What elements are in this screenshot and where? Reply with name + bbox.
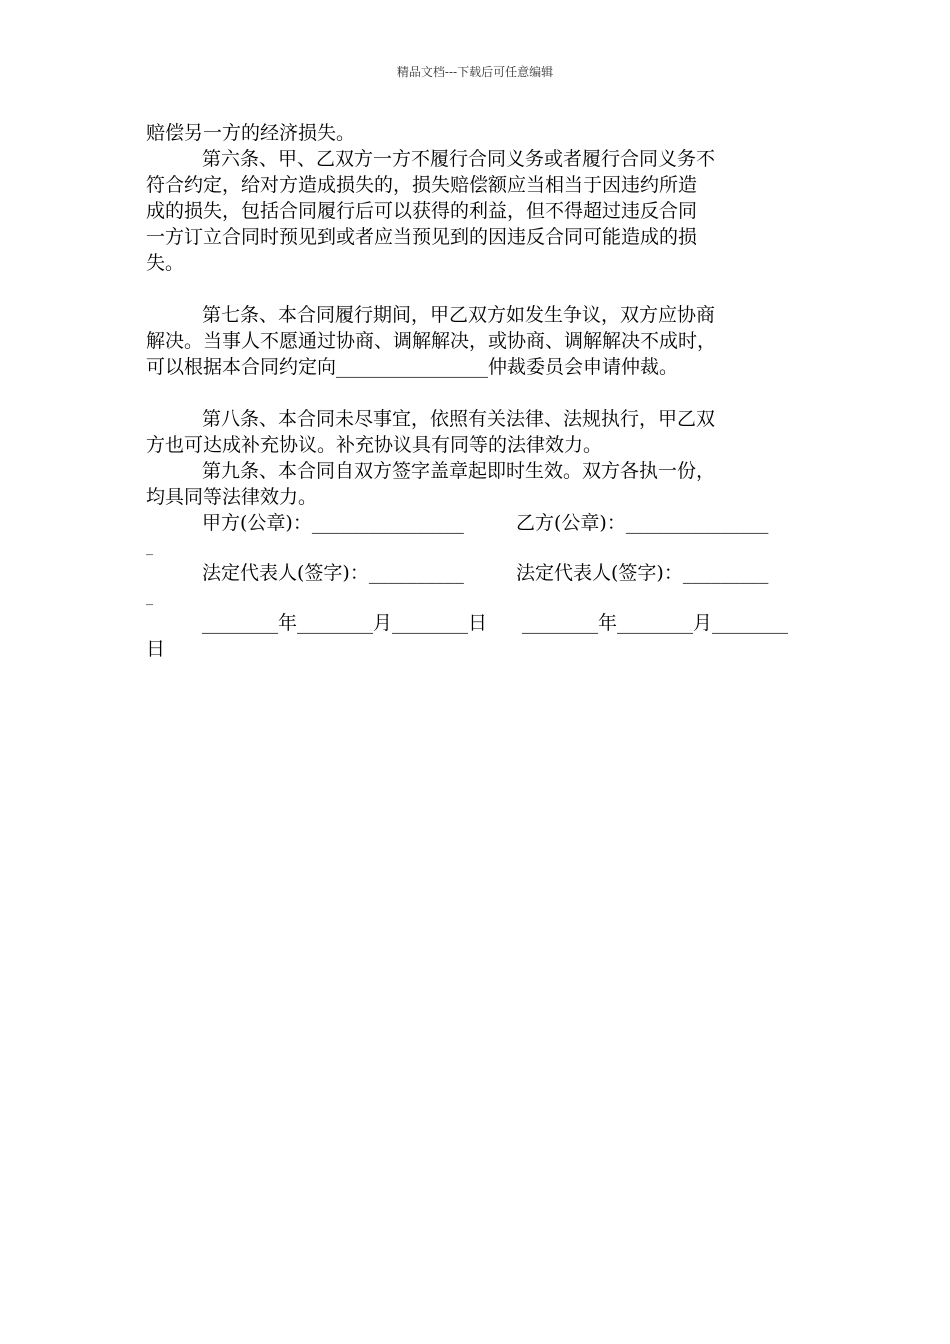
article-6-line: 失。 <box>146 252 185 274</box>
article-8 <box>146 406 808 458</box>
article-8-line: 第八条、本合同未尽事宜，依照有关法律、法规执行，甲乙双 <box>202 408 716 430</box>
article-7-line: 第七条、本合同履行期间，甲乙双方如发生争议，双方应协商 <box>202 304 716 326</box>
article-6-line: 第六条、甲、乙双方一方不履行合同义务或者履行合同义务不 <box>202 148 716 170</box>
paragraph-gap <box>146 276 808 302</box>
article-7 <box>146 302 808 380</box>
article-9-line: 均具同等法律效力。 <box>146 486 318 508</box>
party-b-date: ________年________月________ <box>522 612 789 634</box>
article-6-line: 一方订立合同时预见到或者应当预见到的因违反合同可能造成的损 <box>146 226 698 248</box>
party-seal-row <box>146 510 808 536</box>
date-tail: 日 <box>146 638 166 660</box>
article-9-line: 第九条、本合同自双方签字盖章起即时生效。双方各执一份， <box>202 460 716 482</box>
date-row <box>146 610 808 636</box>
party-b-representative: 法定代表人(签字)：_________ <box>516 562 769 584</box>
document-body <box>146 120 808 662</box>
article-8-line: 方也可达成补充协议。补充协议具有同等的法律效力。 <box>146 434 603 456</box>
article-7-line: 解决。当事人不愿通过协商、调解解决，或协商、调解解决不成时， <box>146 330 717 352</box>
article-6-line: 成的损失，包括合同履行后可以获得的利益，但不得超过违反合同 <box>146 200 698 222</box>
party-a-seal: 甲方(公章)：________________ <box>202 512 464 534</box>
representative-tail: _ <box>146 590 153 606</box>
party-a-date: ________年________月________日 <box>202 612 488 634</box>
paragraph-5-tail: 赔偿另一方的经济损失。 <box>146 122 356 144</box>
party-seal-tail: _ <box>146 540 153 556</box>
representative-row <box>146 560 808 586</box>
article-6 <box>146 146 808 276</box>
article-6-line: 符合约定，给对方造成损失的，损失赔偿额应当相当于因违约所造 <box>146 174 698 196</box>
party-a-representative: 法定代表人(签字)：__________ <box>202 562 464 584</box>
paragraph-gap <box>146 380 808 406</box>
party-b-seal: 乙方(公章)：_______________ <box>516 512 769 534</box>
article-7-line: 可以根据本合同约定向________________仲裁委员会申请仲裁。 <box>146 356 679 378</box>
article-9 <box>146 458 808 510</box>
page-header: 精品文档---下载后可任意编辑 <box>396 65 554 79</box>
